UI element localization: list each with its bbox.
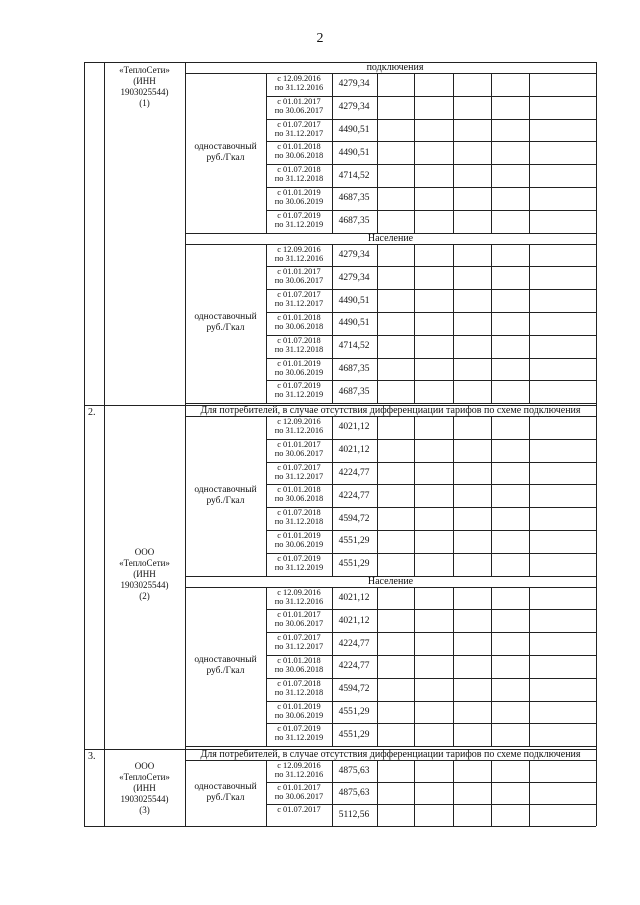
tariff-value: 4714,52: [338, 170, 370, 181]
period-end: по 31.12.2018: [274, 517, 324, 527]
period-start: с 01.01.2018: [277, 313, 321, 322]
grid-line: [377, 73, 378, 233]
grid-line: [84, 826, 596, 827]
period-start: с 01.07.2019: [277, 381, 321, 391]
tariff-value: 4279,34: [338, 250, 370, 260]
period-start: с 01.01.2017: [277, 783, 321, 792]
grid-line: [414, 244, 415, 404]
period-start: с 12.09.2016: [277, 587, 321, 597]
period-end: по 31.12.2016: [274, 83, 324, 92]
period-end: по 31.12.2018: [274, 687, 324, 697]
period-end: по 31.12.2016: [274, 426, 324, 435]
period-start: с 12.09.2016: [277, 417, 321, 426]
tariff-value: 4224,77: [338, 468, 370, 478]
grid-line: [414, 73, 415, 233]
tariff-value: 4490,51: [338, 295, 370, 306]
period-start: с 01.07.2018: [277, 508, 321, 518]
tariff-value: 4224,77: [338, 661, 370, 672]
section-heading: Для потребителей, в случае отсутствия дифференциации тарифов по схеме подключения: [200, 405, 581, 416]
period-start: с 01.07.2017: [277, 633, 321, 643]
period-end: по 30.06.2017: [274, 448, 324, 458]
period-end: по 31.12.2017: [274, 642, 324, 652]
period-end: по 30.06.2019: [274, 197, 324, 206]
tariff-value: 4490,51: [338, 125, 370, 135]
grid-line: [491, 73, 492, 233]
period-start: с 01.01.2018: [277, 656, 321, 665]
period-end: по 30.06.2019: [274, 367, 324, 377]
tariff-value: 4687,35: [338, 193, 370, 204]
period-end: по 30.06.2019: [274, 540, 324, 549]
rate-label: одноставочный руб./Гкал: [194, 312, 257, 334]
period-start: с 12.09.2016: [277, 74, 321, 83]
grid-line: [84, 62, 85, 405]
grid-line: [453, 587, 454, 747]
tariff-value: 4021,12: [338, 593, 370, 603]
rate-label: одноставочный руб./Гкал: [194, 655, 257, 677]
tariff-value: 4490,51: [338, 318, 370, 329]
tariff-value: 4551,29: [338, 729, 370, 740]
tariff-value: 4021,12: [338, 445, 370, 456]
tariff-value: 4687,35: [338, 364, 370, 374]
grid-line: [185, 746, 596, 747]
tariff-value: 5112,56: [338, 810, 370, 820]
grid-line: [104, 62, 105, 405]
grid-line: [529, 587, 530, 747]
grid-line: [84, 749, 85, 826]
row-number: 2.: [88, 407, 96, 418]
tariff-value: 4594,72: [338, 684, 370, 695]
grid-line: [185, 73, 596, 74]
period-start: с 01.07.2019: [277, 210, 321, 220]
period-end: по 30.06.2018: [274, 151, 324, 161]
period-start: с 12.09.2016: [277, 761, 321, 770]
grid-line: [491, 760, 492, 826]
tariff-value: 4594,72: [338, 513, 370, 524]
grid-line: [529, 416, 530, 576]
period-end: по 30.06.2019: [274, 710, 324, 720]
section-heading: подключения: [366, 62, 424, 73]
grid-line: [185, 244, 596, 245]
period-end: по 31.12.2018: [274, 344, 324, 354]
grid-line: [596, 405, 597, 749]
rate-label: одноставочный руб./Гкал: [194, 782, 257, 803]
period-start: с 01.01.2019: [277, 701, 321, 711]
grid-line: [491, 416, 492, 576]
period-end: по 30.06.2018: [274, 322, 324, 331]
period-end: по 31.12.2016: [274, 253, 324, 263]
tariff-value: 4551,29: [338, 536, 370, 547]
period-start: с 01.01.2017: [277, 267, 321, 277]
period-start: с 01.07.2019: [277, 724, 321, 734]
period-end: по 31.12.2019: [274, 219, 324, 229]
period-start: с 12.09.2016: [277, 244, 321, 254]
period-start: с 01.07.2017: [277, 805, 321, 814]
tariff-value: 4687,35: [338, 386, 370, 397]
period-end: по 31.12.2018: [274, 174, 324, 184]
grid-line: [377, 416, 378, 576]
period-start: с 01.07.2018: [277, 165, 321, 175]
period-end: по 31.12.2017: [274, 471, 324, 481]
tariff-value: 4279,34: [338, 102, 370, 113]
tariff-value: 4714,52: [338, 341, 370, 352]
period-start: с 01.01.2019: [277, 531, 321, 540]
period-end: по 30.06.2017: [274, 276, 324, 286]
period-start: с 01.01.2019: [277, 188, 321, 197]
period-end: по 30.06.2017: [274, 105, 324, 115]
grid-line: [377, 760, 378, 826]
period-end: по 31.12.2017: [274, 299, 324, 309]
row-number: 3.: [88, 751, 96, 762]
grid-line: [377, 587, 378, 747]
section-heading: Население: [367, 575, 414, 587]
grid-line: [84, 405, 85, 749]
period-start: с 01.07.2017: [277, 119, 321, 129]
grid-line: [185, 760, 596, 761]
organization-name: ООО «ТеплоСети» (ИНН 1903025544) (3): [119, 761, 170, 815]
section-heading: Население: [367, 232, 414, 244]
grid-line: [596, 62, 597, 405]
grid-line: [453, 760, 454, 826]
grid-line: [185, 587, 596, 588]
period-start: с 01.07.2019: [277, 553, 321, 563]
grid-line: [377, 244, 378, 404]
period-start: с 01.07.2018: [277, 678, 321, 688]
period-start: с 01.07.2017: [277, 462, 321, 472]
tariff-value: 4224,77: [338, 490, 370, 501]
tariff-value: 4490,51: [338, 147, 370, 158]
grid-line: [491, 587, 492, 747]
period-end: по 31.12.2016: [274, 770, 324, 779]
tariff-value: 4279,34: [338, 79, 370, 90]
tariff-value: 4875,63: [338, 788, 370, 798]
rate-label: одноставочный руб./Гкал: [194, 484, 257, 506]
grid-line: [491, 244, 492, 404]
tariff-value: 4551,29: [338, 559, 370, 570]
period-end: по 31.12.2017: [274, 128, 324, 138]
period-end: по 30.06.2018: [274, 665, 324, 674]
tariff-value: 4021,12: [338, 422, 370, 433]
period-end: по 31.12.2019: [274, 562, 324, 572]
grid-line: [453, 244, 454, 404]
period-start: с 01.07.2017: [277, 290, 321, 300]
page-number: 2: [316, 31, 324, 46]
period-start: с 01.07.2018: [277, 335, 321, 345]
period-start: с 01.01.2018: [277, 485, 321, 495]
period-end: по 30.06.2018: [274, 494, 324, 504]
tariff-value: 4224,77: [338, 638, 370, 649]
grid-line: [596, 749, 597, 826]
period-end: по 31.12.2019: [274, 390, 324, 400]
tariff-value: 4875,63: [338, 766, 370, 776]
organization-name: ООО «ТеплоСети» (ИНН 1903025544) (2): [119, 547, 170, 601]
grid-line: [185, 416, 596, 417]
period-start: с 01.01.2018: [277, 142, 321, 152]
grid-line: [529, 760, 530, 826]
period-start: с 01.01.2017: [277, 439, 321, 449]
rate-label: одноставочный руб./Гкал: [194, 141, 257, 163]
period-end: по 30.06.2017: [274, 792, 324, 801]
tariff-value: 4687,35: [338, 216, 370, 227]
tariff-value: 4551,29: [338, 707, 370, 717]
grid-line: [453, 73, 454, 233]
organization-name: «ТеплоСети» (ИНН 1903025544) (1): [119, 65, 170, 108]
grid-line: [414, 760, 415, 826]
period-end: по 31.12.2016: [274, 596, 324, 606]
period-end: по 31.12.2019: [274, 733, 324, 743]
tariff-value: 4021,12: [338, 615, 370, 626]
period-start: с 01.01.2017: [277, 610, 321, 620]
section-heading: Для потребителей, в случае отсутствия дифференциации тарифов по схеме подключения: [200, 749, 581, 760]
period-start: с 01.01.2019: [277, 358, 321, 368]
grid-line: [529, 244, 530, 404]
grid-line: [414, 416, 415, 576]
period-start: с 01.01.2017: [277, 96, 321, 106]
grid-line: [453, 416, 454, 576]
tariff-value: 4279,34: [338, 272, 370, 283]
period-end: по 30.06.2017: [274, 619, 324, 629]
grid-line: [414, 587, 415, 747]
grid-line: [529, 73, 530, 233]
grid-line: [84, 62, 596, 63]
